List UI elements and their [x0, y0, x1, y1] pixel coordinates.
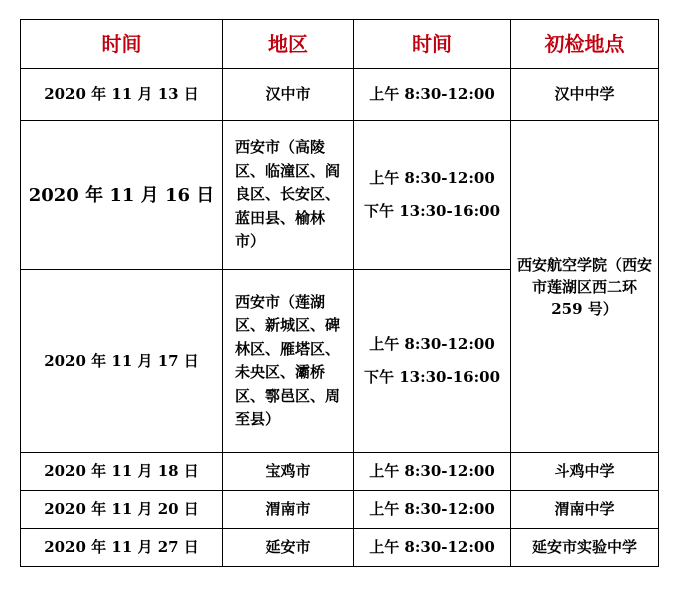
date-cell: 2020 年 11 月 27 日 [21, 529, 223, 567]
time-pm: 下午 13:30-16:00 [363, 202, 501, 220]
time-cell: 上午 8:30-12:00 [354, 453, 511, 491]
date-cell: 2020 年 11 月 17 日 [21, 270, 223, 453]
location-cell: 延安市实验中学 [511, 529, 659, 567]
table-header-row [21, 20, 659, 69]
header-location: 初检地点 [511, 20, 659, 69]
time-pm: 下午 13:30-16:00 [363, 368, 501, 386]
table-row [21, 529, 659, 567]
table-row [21, 69, 659, 121]
table-row [21, 121, 659, 270]
area-cell: 汉中市 [223, 69, 354, 121]
area-cell: 西安市（莲湖区、新城区、碑林区、雁塔区、未央区、灞桥区、鄠邑区、周至县） [223, 270, 354, 453]
date-cell: 2020 年 11 月 20 日 [21, 491, 223, 529]
area-cell: 渭南市 [223, 491, 354, 529]
date-cell: 2020 年 11 月 18 日 [21, 453, 223, 491]
date-cell: 2020 年 11 月 13 日 [21, 69, 223, 121]
header-date: 时间 [21, 20, 223, 69]
time-cell: 上午 8:30-12:00 [354, 529, 511, 567]
header-area: 地区 [223, 20, 354, 69]
location-cell: 汉中中学 [511, 69, 659, 121]
merged-location-cell: 西安航空学院（西安市莲湖区西二环 259 号） [511, 121, 659, 453]
table-row [21, 453, 659, 491]
date-cell: 2020 年 11 月 16 日 [21, 121, 223, 270]
time-cell [354, 121, 511, 270]
schedule-table [20, 19, 659, 567]
area-cell: 延安市 [223, 529, 354, 567]
time-cell: 上午 8:30-12:00 [354, 69, 511, 121]
time-cell [354, 270, 511, 453]
time-am: 上午 8:30-12:00 [369, 169, 495, 187]
area-cell: 西安市（高陵区、临潼区、阎良区、长安区、蓝田县、榆林市） [223, 121, 354, 270]
location-cell: 斗鸡中学 [511, 453, 659, 491]
location-cell: 渭南中学 [511, 491, 659, 529]
time-am: 上午 8:30-12:00 [369, 335, 495, 353]
header-time: 时间 [354, 20, 511, 69]
area-cell: 宝鸡市 [223, 453, 354, 491]
table-row [21, 491, 659, 529]
time-cell: 上午 8:30-12:00 [354, 491, 511, 529]
